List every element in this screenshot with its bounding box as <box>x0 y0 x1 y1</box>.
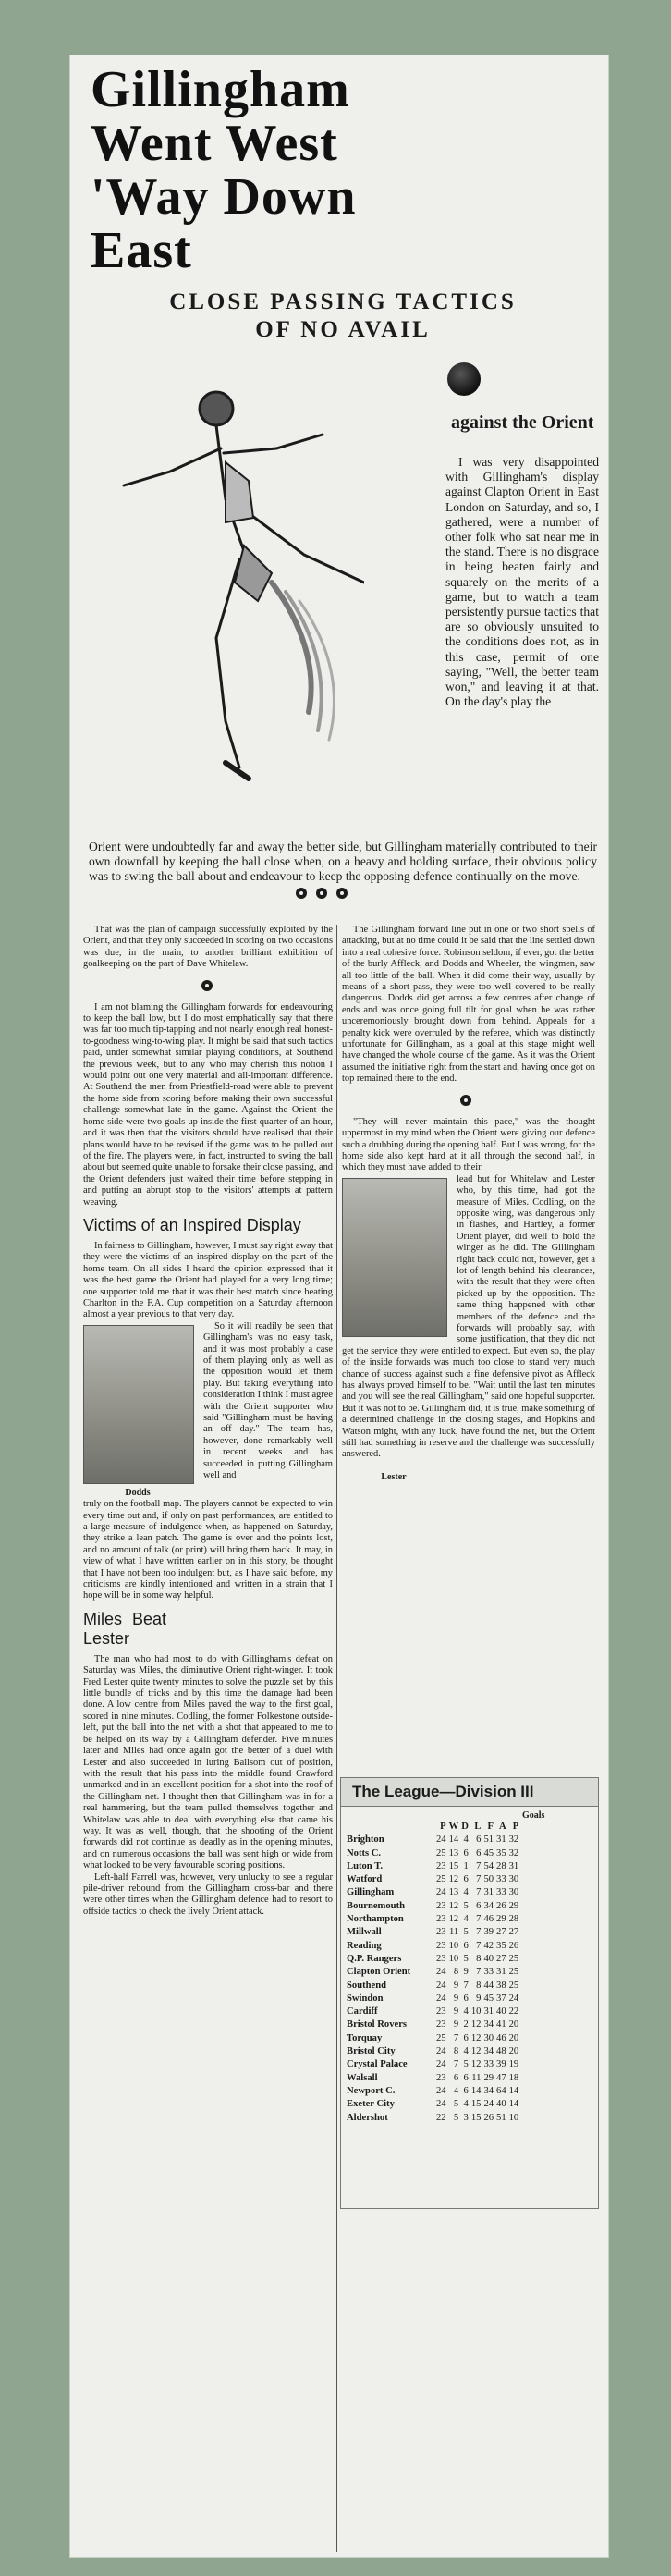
stat-cell: 29 <box>496 1914 506 1925</box>
dodds-caption: Dodds <box>125 1487 151 1498</box>
stat-cell: 35 <box>496 1940 506 1951</box>
table-row <box>347 2098 521 2111</box>
stat-cell: 5 <box>463 1927 469 1938</box>
stat-cell: 10 <box>470 2006 482 2018</box>
stat-cell: 9 <box>453 1980 459 1991</box>
stat-cell: 29 <box>483 2072 494 2083</box>
stat-cell: 6 <box>463 1874 469 1885</box>
stat-cell: 4 <box>463 2006 469 2018</box>
stat-cell: 20 <box>508 2032 519 2043</box>
table-row <box>347 1926 521 1939</box>
stat-cell: 23 <box>436 1940 446 1951</box>
stat-cell: 33 <box>483 2059 494 2070</box>
goals-label: Goals <box>522 1810 545 1821</box>
team-name-cell: Millwall <box>347 1927 382 1938</box>
stat-cell: 7 <box>476 1967 482 1978</box>
stat-cell: 23 <box>436 2019 446 2030</box>
stat-cell: 34 <box>483 2085 494 2096</box>
column-2 <box>342 925 595 1461</box>
stat-cell: 10 <box>448 1940 459 1951</box>
stat-cell: 7 <box>463 1980 469 1991</box>
stat-cell: 40 <box>483 1953 494 1964</box>
col2-paragraph: lead but for Whitelaw and Lester who, by this time, had got the measure of Miles. Codling, on the opposite wing, was dangerous only in flashes, and Hartley, a former Orient player, did well to hold the winger as he did. The Gillingham right back could not, however, get a lot of length behind his clearances, with the result that they were often picked up by the opposition. The same thing happened with other members of the defence and the forwards will probably say, with some justification, that they did not get the service they were entitled to expect. But even so, the play of the inside forwards was much too close to stand very much chance of success against such a fine defensive pivot as Affleck has always proved himself to be. "Wait until the last ten minutes and you will see the real Gillingham," said one hopeful supporter. But it was not to be. Gillingham did, it is true, make something of a determined challenge in the closing stages, and Hopkins and Watson might, with any luck, have found the net, but the Orient still had something in reserve and the challenge was successfully answered. <box>342 1173 595 1460</box>
stat-cell: 42 <box>483 1940 494 1951</box>
bullet-icon <box>336 888 348 899</box>
stat-cell: 6 <box>476 1900 482 1911</box>
stat-cell: 14 <box>448 1834 459 1846</box>
stat-cell: 33 <box>496 1887 506 1898</box>
stat-cell: 31 <box>496 1834 506 1846</box>
headline-line-2: Went West <box>91 115 338 172</box>
stat-cell: 2 <box>463 2019 469 2030</box>
table-row <box>347 2058 521 2071</box>
stat-cell: 24 <box>436 2099 446 2110</box>
table-row <box>347 1847 521 1860</box>
col2-paragraph: The Gillingham forward line put in one or two short spells of attacking, but at no time could it be said that the line settled down into a real cohesive force. Robinson seldom, if ever, got the better of the burly Affleck, and Dodds and Wheeler, the wingmen, saw all too little of the ball. When it did come their way, usually by means of a short pass, they were too well covered to be really dangerous. Dodds did get across a few centres after change of ends and was once going full tilt for goal when he was rather unceremoniously brought down from behind. Appeals for a penalty kick were overruled by the referee, which was distinctly unfortunate for Gillingham, as a goal at this stage might well have changed the whole course of the game. As it was the Orient assumed the initiative right from the start and, having once got on top remained there to the end. <box>342 925 595 1085</box>
headline <box>91 63 396 277</box>
table-row <box>347 2112 521 2125</box>
team-name-cell: Watford <box>347 1874 383 1885</box>
stat-cell: 25 <box>508 1953 519 1964</box>
stat-cell: 45 <box>483 1993 494 2004</box>
table-row <box>347 1886 521 1899</box>
stat-cell: 9 <box>453 2006 459 2018</box>
stat-cell: 29 <box>508 1900 519 1911</box>
stat-cell: 25 <box>508 1980 519 1991</box>
stat-cell: 45 <box>483 1847 494 1858</box>
team-name-cell: Bristol City <box>347 2046 396 2057</box>
stat-cell: 6 <box>453 2072 459 2083</box>
stat-cell: 6 <box>463 2072 469 2083</box>
stat-cell: 30 <box>508 1887 519 1898</box>
lester-block <box>342 1174 595 1461</box>
stat-cell: 23 <box>436 1914 446 1925</box>
team-name-cell: Cardiff <box>347 2006 378 2018</box>
stat-cell: 15 <box>470 2099 482 2110</box>
stat-cell: 24 <box>436 2085 446 2096</box>
stat-cell: 7 <box>476 1860 482 1871</box>
league-title: The League—Division III <box>341 1778 598 1807</box>
table-row <box>347 2085 521 2098</box>
table-row <box>347 1860 521 1873</box>
stat-cell: 50 <box>483 1874 494 1885</box>
header-cell: D <box>461 1822 469 1832</box>
stat-cell: 25 <box>436 1874 446 1885</box>
lead-paragraph <box>445 455 599 709</box>
bullet-icon <box>460 1095 471 1106</box>
subhead-line-1: CLOSE PASSING TACTICS <box>169 289 517 314</box>
table-row <box>347 1834 521 1846</box>
stat-cell: 31 <box>483 1887 494 1898</box>
stat-cell: 5 <box>463 1953 469 1964</box>
stat-cell: 34 <box>483 1900 494 1911</box>
stat-cell: 24 <box>436 1967 446 1978</box>
stat-cell: 26 <box>496 1900 506 1911</box>
stat-cell: 7 <box>476 1940 482 1951</box>
stat-cell: 46 <box>483 1914 494 1925</box>
stat-cell: 26 <box>508 1940 519 1951</box>
stat-cell: 1 <box>463 1860 469 1871</box>
stat-cell: 9 <box>453 2019 459 2030</box>
table-row <box>347 2032 521 2045</box>
stat-cell: 6 <box>476 1847 482 1858</box>
bullet-separator <box>83 971 333 1002</box>
stat-cell: 24 <box>436 1980 446 1991</box>
team-name-cell: Brighton <box>347 1834 384 1846</box>
subheadline <box>126 288 560 344</box>
lester-photo <box>342 1178 447 1337</box>
stat-cell: 34 <box>483 2046 494 2057</box>
stat-cell: 48 <box>496 2046 506 2057</box>
team-name-cell: Gillingham <box>347 1887 395 1898</box>
stat-cell: 23 <box>436 2006 446 2018</box>
stat-cell: 14 <box>508 2099 519 2110</box>
stat-cell: 35 <box>496 1847 506 1858</box>
team-name-cell: Exeter City <box>347 2099 395 2110</box>
stat-cell: 5 <box>463 1900 469 1911</box>
bullet-icon <box>296 888 307 899</box>
stat-cell: 3 <box>463 2112 469 2123</box>
stat-cell: 7 <box>476 1927 482 1938</box>
lead-text: I was very disappointed with Gillingham's display against Clapton Orient in East London on Saturday, and so, I gathered, were a number of other folk who sat near me in the stand. There is no disgrace in being beaten fairly and squarely on the merits of a game, but to watch a team persistently pursue tactics that are so obviously unsuited to the conditions does not, as in this case, permit of one saying, "Well, the better team won," and leaving it at that. On the day's play the <box>445 455 599 709</box>
bullet-separator <box>342 1086 595 1117</box>
team-name-cell: Southend <box>347 1980 386 1991</box>
table-row <box>347 1966 521 1979</box>
stat-cell: 10 <box>448 1953 459 1964</box>
standings-header-row <box>347 1821 521 1834</box>
stat-cell: 40 <box>496 2006 506 2018</box>
table-row <box>347 1993 521 2006</box>
stat-cell: 24 <box>508 1993 519 2004</box>
stat-cell: 10 <box>508 2112 519 2123</box>
dodds-photo <box>83 1325 194 1484</box>
stat-cell: 25 <box>508 1967 519 1978</box>
col2-paragraph: "They will never maintain this pace," was the thought uppermost in my mind when the Orient were giving our defence such a drubbing during the opening half. But I was wrong, for the home side also kept hard at it all through the second half, in which they must have added to their <box>342 1116 595 1173</box>
stat-cell: 9 <box>453 1993 459 2004</box>
stat-cell: 38 <box>496 1980 506 1991</box>
col1-paragraph: That was the plan of campaign successfully exploited by the Orient, and that they only succeeded in scoring on two occasions was due, in the main, to another brilliant exhibition of goalkeeping on the part of Dave Whitelaw. <box>83 925 333 970</box>
stat-cell: 25 <box>436 2032 446 2043</box>
stat-cell: 4 <box>463 2099 469 2110</box>
stat-cell: 13 <box>448 1847 459 1858</box>
stat-cell: 11 <box>471 2072 482 2083</box>
col1-paragraph: truly on the football map. The players cannot be expected to win every time out and, if only on past performances, are entitled to a large measure of indulgence when, as happened on Saturday, they strike a lean patch. The game is over and the points lost, and no amount of talk (or print) will bring them back. It may, in view of what I have written earlier on in this story, be thought that I have not been too indulgent but, as I have said before, my criticisms are kindly intentioned and written in a strain that I hope will be in some way helpful. <box>83 1499 333 1601</box>
stat-cell: 7 <box>453 2032 459 2043</box>
lead-paragraph-continued <box>89 840 597 885</box>
stat-cell: 7 <box>476 1874 482 1885</box>
lead-text-continued: Orient were undoubtedly far and away the better side, but Gillingham materially contributed to their own downfall by keeping the ball close when, on a heavy and holding surface, their obvious policy was to swing the ball about and endeavour to keep the opposing defence continually on the move. <box>89 840 597 884</box>
stat-cell: 34 <box>483 2019 494 2030</box>
stat-cell: 23 <box>436 1953 446 1964</box>
stat-cell: 51 <box>483 1834 494 1846</box>
stat-cell: 12 <box>448 1914 459 1925</box>
stat-cell: 12 <box>470 2046 482 2057</box>
team-name-cell: Q.P. Rangers <box>347 1953 402 1964</box>
team-name-cell: Northampton <box>347 1914 404 1925</box>
section-divider <box>296 888 348 899</box>
col1-paragraph: In fairness to Gillingham, however, I must say right away that they were the victims of an inspired display on the part of the home team. On all sides I heard the opinion expressed that it was the best game the Orient had played for a very long time; one supporter told me that it was their best match since beating Charlton in the F.A. Cup competition on a Saturday afternoon almost a year previous to that very day. <box>83 1240 333 1320</box>
newspaper-clipping <box>70 55 608 2557</box>
bullet-icon <box>316 888 327 899</box>
stat-cell: 5 <box>453 2112 459 2123</box>
column-divider <box>336 925 337 2552</box>
header-cell: P <box>440 1822 446 1832</box>
stat-cell: 46 <box>496 2032 506 2043</box>
stat-cell: 12 <box>448 1900 459 1911</box>
col1-paragraph: Left-half Farrell was, however, very unlucky to see a regular pile-driver rebound from the Gillingham cross-bar and there were other times when the Gillingham defence had to resort to offside tactics to check the lively Orient attack. <box>83 1871 333 1917</box>
team-name-cell: Clapton Orient <box>347 1967 411 1978</box>
headline-line-4: East <box>91 222 192 279</box>
stat-cell: 4 <box>463 1834 469 1846</box>
league-table <box>340 1777 599 2209</box>
stat-cell: 24 <box>436 1887 446 1898</box>
lester-caption: Lester <box>381 1472 407 1482</box>
stat-cell: 30 <box>483 2032 494 2043</box>
team-name-cell: Bristol Rovers <box>347 2019 408 2030</box>
stat-cell: 24 <box>436 1834 446 1846</box>
stat-cell: 4 <box>453 2085 459 2096</box>
stat-cell: 12 <box>470 2019 482 2030</box>
stat-cell: 40 <box>496 2099 506 2110</box>
stat-cell: 5 <box>453 2099 459 2110</box>
subhead-line-2: OF NO AVAIL <box>255 317 431 342</box>
table-row <box>347 1913 521 1926</box>
stat-cell: 6 <box>463 2032 469 2043</box>
team-name-cell: Luton T. <box>347 1860 384 1871</box>
section-heading: Miles Beat Lester <box>83 1609 166 1648</box>
team-name-cell: Reading <box>347 1940 382 1951</box>
stat-cell: 9 <box>463 1967 469 1978</box>
stat-cell: 19 <box>508 2059 519 2070</box>
stat-cell: 14 <box>470 2085 482 2096</box>
headline-line-3: 'Way Down <box>91 168 357 226</box>
stat-cell: 12 <box>470 2059 482 2070</box>
stat-cell: 33 <box>483 1967 494 1978</box>
stat-cell: 44 <box>483 1980 494 1991</box>
team-name-cell: Notts C. <box>347 1847 382 1858</box>
stat-cell: 41 <box>496 2019 506 2030</box>
stat-cell: 26 <box>483 2112 494 2123</box>
stat-cell: 27 <box>496 1953 506 1964</box>
stat-cell: 32 <box>508 1847 519 1858</box>
stat-cell: 28 <box>496 1860 506 1871</box>
team-name-cell: Torquay <box>347 2032 383 2043</box>
stat-cell: 4 <box>463 2046 469 2057</box>
stat-cell: 37 <box>496 1993 506 2004</box>
stat-cell: 7 <box>476 1887 482 1898</box>
stat-cell: 6 <box>463 2085 469 2096</box>
dodds-block <box>83 1321 333 1482</box>
stat-cell: 32 <box>508 1834 519 1846</box>
header-cell <box>347 1821 436 1834</box>
team-name-cell: Newport C. <box>347 2085 396 2096</box>
stat-cell: 28 <box>508 1914 519 1925</box>
stat-cell: 6 <box>476 1834 482 1846</box>
stat-cell: 15 <box>448 1860 459 1871</box>
team-name-cell: Swindon <box>347 1993 384 2004</box>
stat-cell: 7 <box>453 2059 459 2070</box>
table-row <box>347 1953 521 1966</box>
stat-cell: 33 <box>496 1874 506 1885</box>
table-row <box>347 2045 521 2058</box>
table-row <box>347 1940 521 1953</box>
team-name-cell: Bournemouth <box>347 1900 405 1911</box>
stat-cell: 31 <box>508 1860 519 1871</box>
table-row <box>347 1980 521 1993</box>
stat-cell: 8 <box>453 2046 459 2057</box>
stat-cell: 31 <box>496 1967 506 1978</box>
side-heading: against the Orient <box>451 412 594 433</box>
stat-cell: 22 <box>508 2006 519 2018</box>
standings-table <box>347 1821 521 2125</box>
table-row <box>347 1900 521 1913</box>
stat-cell: 11 <box>448 1927 459 1938</box>
stat-cell: 5 <box>463 2059 469 2070</box>
section-heading: Victims of an Inspired Display <box>83 1215 301 1234</box>
stat-cell: 51 <box>496 2112 506 2123</box>
stat-cell: 64 <box>496 2085 506 2096</box>
header-cell: W <box>448 1822 459 1832</box>
stat-cell: 22 <box>436 2112 446 2123</box>
stat-cell: 20 <box>508 2019 519 2030</box>
stat-cell: 27 <box>496 1927 506 1938</box>
col1-paragraph: The man who had most to do with Gillingham's defeat on Saturday was Miles, the diminutive Orient right-winger. It took Fred Lester quite twenty minutes to solve the puzzle set by this little bundle of tricks and by this time the damage had been done. A low centre from Miles paved the way to the first goal, scored in nine minutes. Codling, the former Folkestone outside-left, put the ball into the net with a shot that appeared to me to be helped on its way by a Gillingham defender. Five minutes later and Miles had once again got the better of a duel with Lester and also succeeded in luring Ballsom out of position, with the result that his pass into the middle found Crawford unmarked and in an excellent position for a shot into the roof of the Gillingham net. I thought then that Gillingham was in for a real hammering, but the team pulled themselves together and Whitelaw was able to deal with everything else that came his way. It was as well, though, that the shooting of the Orient forwards did not continue as deadly as in the opening minutes, and on numerous occasions the ball was sent high or wide from what looked to be very favourable scoring positions. <box>83 1653 333 1871</box>
table-row <box>347 2018 521 2031</box>
table-row <box>347 2006 521 2018</box>
table-row <box>347 1873 521 1886</box>
team-name-cell: Walsall <box>347 2072 378 2083</box>
stat-cell: 23 <box>436 1927 446 1938</box>
stat-cell: 9 <box>476 1993 482 2004</box>
stat-cell: 4 <box>463 1914 469 1925</box>
col1-paragraph: So it will readily be seen that Gillingham's was no easy task, and it was most probably a case of them playing only as well as the opposition would let them play. But taking everything into consideration I think I must agree with the Orient supporter who said "Gillingham must be having an off day." The team has, however, done remarkably well in recent weeks and has succeeded in putting Gillingham well and <box>203 1320 333 1481</box>
stat-cell: 6 <box>463 1847 469 1858</box>
stat-cell: 8 <box>476 1980 482 1991</box>
header-cell: F <box>487 1822 494 1832</box>
team-name-cell: Crystal Palace <box>347 2059 408 2070</box>
table-row <box>347 2072 521 2085</box>
stat-cell: 23 <box>436 2072 446 2083</box>
header-cell: P <box>512 1822 519 1832</box>
stat-cell: 25 <box>436 1847 446 1858</box>
stat-cell: 54 <box>483 1860 494 1871</box>
col1-paragraph: I am not blaming the Gillingham forwards for endeavouring to keep the ball low, but I do most emphatically say that there was far too much tip-tapping and not nearly enough real honest-to-goodness wing-to-wing play. It might be said that such tactics paid, under somewhat similar playing conditions, at Southend the previous week, but to any who may cherish this notion I would point out one very material and all-important difference. At Southend the men from Priestfield-road were able to prevent the home side from scoring before making their own successful challenge somewhat late in the game. Against the Orient the home side were two goals up inside the first quarter-of-an-hour, and it was then that the visitors should have realised that their plans would have to be revised if the game was to be pulled out of the fire. The players were, in fact, instructed to swing the ball about but seemed quite unable to forsake their close passing, and the Orient defenders just waited their time before stepping in and putting an abrupt stop to the visitors' attempts at pattern weaving. <box>83 1001 333 1208</box>
stat-cell: 20 <box>508 2046 519 2057</box>
stat-cell: 30 <box>508 1874 519 1885</box>
stat-cell: 31 <box>483 2006 494 2018</box>
team-name-cell: Aldershot <box>347 2112 388 2123</box>
header-cell: A <box>498 1822 506 1832</box>
stat-cell: 12 <box>448 1874 459 1885</box>
stat-cell: 8 <box>476 1953 482 1964</box>
footballer-illustration <box>87 361 364 814</box>
stat-cell: 23 <box>436 1860 446 1871</box>
stat-cell: 18 <box>508 2072 519 2083</box>
stat-cell: 24 <box>483 2099 494 2110</box>
stat-cell: 23 <box>436 1900 446 1911</box>
stat-cell: 6 <box>463 1940 469 1951</box>
stat-cell: 13 <box>448 1887 459 1898</box>
stat-cell: 24 <box>436 2059 446 2070</box>
stat-cell: 47 <box>496 2072 506 2083</box>
stat-cell: 15 <box>470 2112 482 2123</box>
stat-cell: 4 <box>463 1887 469 1898</box>
headline-line-1: Gillingham <box>91 61 350 118</box>
stat-cell: 6 <box>463 1993 469 2004</box>
stat-cell: 7 <box>476 1914 482 1925</box>
stat-cell: 8 <box>453 1967 459 1978</box>
stat-cell: 24 <box>436 2046 446 2057</box>
stat-cell: 27 <box>508 1927 519 1938</box>
stat-cell: 24 <box>436 1993 446 2004</box>
stat-cell: 14 <box>508 2085 519 2096</box>
stat-cell: 39 <box>496 2059 506 2070</box>
stat-cell: 39 <box>483 1927 494 1938</box>
column-1 <box>83 925 333 1918</box>
header-cell: L <box>474 1822 482 1832</box>
stat-cell: 12 <box>470 2032 482 2043</box>
bullet-icon <box>201 980 213 991</box>
football-icon <box>447 362 481 396</box>
